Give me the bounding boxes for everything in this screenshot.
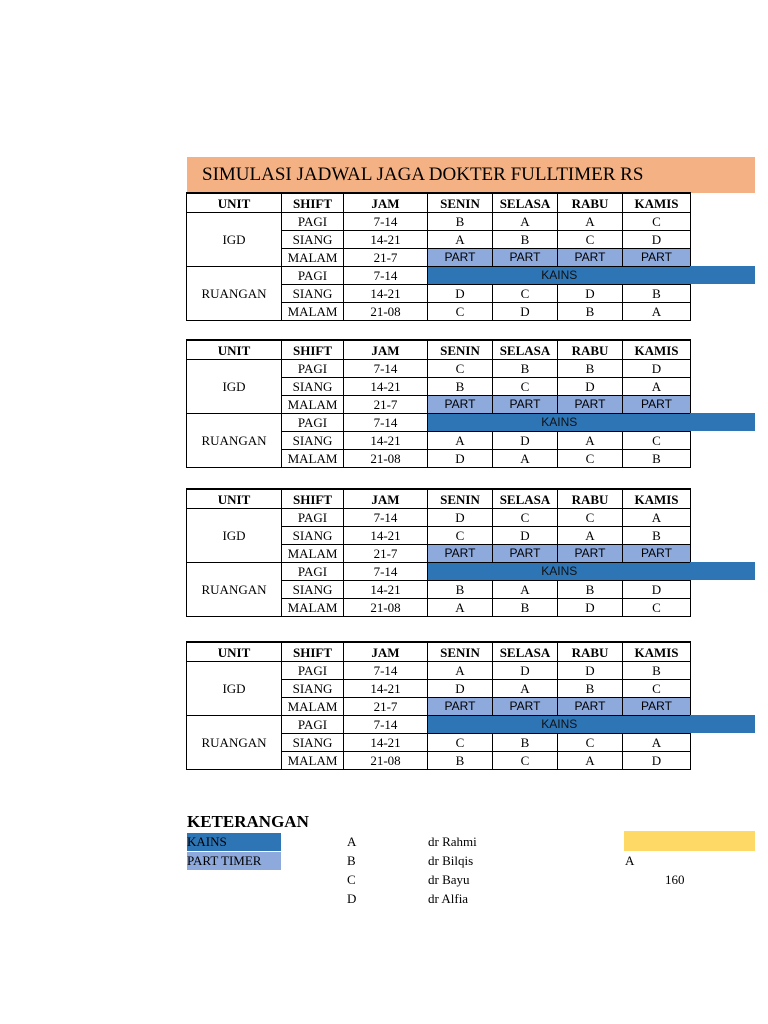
header-cell: SENIN xyxy=(428,642,493,662)
part-cell: PART xyxy=(558,396,623,414)
schedule-cell: C xyxy=(558,231,623,249)
schedule-table xyxy=(186,339,690,468)
shift-cell: SIANG xyxy=(282,285,344,303)
schedule-cell: A xyxy=(623,303,691,321)
schedule-cell: B xyxy=(493,231,558,249)
header-cell: SELASA xyxy=(493,489,558,509)
part-cell: PART xyxy=(623,545,691,563)
header-cell: RABU xyxy=(558,642,623,662)
doctor-code-a: A xyxy=(347,834,357,849)
schedule-cell: A xyxy=(623,378,691,396)
header-cell: SHIFT xyxy=(282,489,344,509)
kains-band-extension xyxy=(690,413,755,431)
schedule-cell: C xyxy=(558,450,623,468)
schedule-cell: B xyxy=(493,360,558,378)
schedule-cell: A xyxy=(493,450,558,468)
schedule-cell: B xyxy=(428,378,493,396)
part-cell: PART xyxy=(623,249,691,267)
shift-cell: SIANG xyxy=(282,432,344,450)
jam-cell: 21-7 xyxy=(344,698,428,716)
shift-cell: PAGI xyxy=(282,563,344,581)
schedule-cell: C xyxy=(623,213,691,231)
shift-cell: SIANG xyxy=(282,527,344,545)
schedule-cell: C xyxy=(428,734,493,752)
jam-cell: 7-14 xyxy=(344,716,428,734)
header-cell: KAMIS xyxy=(623,489,691,509)
schedule-cell: A xyxy=(428,231,493,249)
shift-cell: MALAM xyxy=(282,752,344,770)
kains-cell: KAINS xyxy=(428,563,691,581)
schedule-cell: A xyxy=(623,734,691,752)
schedule-table xyxy=(186,488,690,617)
schedule-cell: C xyxy=(493,752,558,770)
header-cell: JAM xyxy=(344,340,428,360)
kains-cell: KAINS xyxy=(428,716,691,734)
schedule-cell: D xyxy=(558,662,623,680)
table-row xyxy=(187,414,691,432)
schedule-cell: B xyxy=(493,599,558,617)
schedule-cell: D xyxy=(428,285,493,303)
header-cell: KAMIS xyxy=(623,193,691,213)
schedule-cell: B xyxy=(428,581,493,599)
part-cell: PART xyxy=(623,396,691,414)
schedule-cell: A xyxy=(558,432,623,450)
schedule-cell: C xyxy=(428,527,493,545)
schedule-cell: C xyxy=(623,599,691,617)
header-row xyxy=(187,642,691,662)
header-cell: RABU xyxy=(558,193,623,213)
extra-letter: A xyxy=(625,853,635,868)
schedule-cell: A xyxy=(493,680,558,698)
schedule-cell: C xyxy=(493,509,558,527)
header-cell: JAM xyxy=(344,193,428,213)
unit-cell: RUANGAN xyxy=(187,563,282,617)
kains-band-extension xyxy=(690,562,755,580)
shift-cell: MALAM xyxy=(282,450,344,468)
jam-cell: 21-08 xyxy=(344,450,428,468)
shift-cell: SIANG xyxy=(282,680,344,698)
jam-cell: 14-21 xyxy=(344,231,428,249)
jam-cell: 14-21 xyxy=(344,378,428,396)
shift-cell: PAGI xyxy=(282,414,344,432)
unit-cell: IGD xyxy=(187,509,282,563)
doctor-code-b: B xyxy=(347,853,356,868)
schedule-cell: A xyxy=(558,752,623,770)
schedule-cell: A xyxy=(428,599,493,617)
header-cell: SENIN xyxy=(428,340,493,360)
schedule-table xyxy=(186,192,690,321)
doctor-name-a: dr Rahmi xyxy=(428,834,477,849)
schedule-cell: A xyxy=(558,527,623,545)
unit-cell: RUANGAN xyxy=(187,414,282,468)
doctor-code-d: D xyxy=(347,891,357,906)
header-cell: KAMIS xyxy=(623,340,691,360)
header-cell: SELASA xyxy=(493,340,558,360)
shift-cell: MALAM xyxy=(282,599,344,617)
part-cell: PART xyxy=(493,698,558,716)
schedule-cell: D xyxy=(493,527,558,545)
part-cell: PART xyxy=(558,249,623,267)
schedule-cell: B xyxy=(558,303,623,321)
jam-cell: 14-21 xyxy=(344,285,428,303)
doctor-name-c: dr Bayu xyxy=(428,872,470,887)
kains-band-extension xyxy=(690,715,755,733)
schedule-cell: D xyxy=(428,509,493,527)
header-cell: SHIFT xyxy=(282,193,344,213)
header-cell: RABU xyxy=(558,489,623,509)
jam-cell: 21-08 xyxy=(344,599,428,617)
shift-cell: SIANG xyxy=(282,734,344,752)
schedule-cell: A xyxy=(428,432,493,450)
schedule-cell: D xyxy=(623,752,691,770)
schedule-cell: C xyxy=(493,378,558,396)
part-cell: PART xyxy=(623,698,691,716)
keterangan-title: KETERANGAN xyxy=(187,812,309,831)
schedule-cell: D xyxy=(558,599,623,617)
header-cell: JAM xyxy=(344,489,428,509)
schedule-cell: B xyxy=(623,285,691,303)
legend-part-timer: PART TIMER xyxy=(187,852,281,870)
doctor-code-c: C xyxy=(347,872,356,887)
schedule-cell: B xyxy=(493,734,558,752)
table-row xyxy=(187,509,691,527)
jam-cell: 7-14 xyxy=(344,509,428,527)
header-cell: SELASA xyxy=(493,193,558,213)
unit-cell: RUANGAN xyxy=(187,267,282,321)
jam-cell: 14-21 xyxy=(344,680,428,698)
schedule-cell: B xyxy=(623,662,691,680)
legend-kains: KAINS xyxy=(187,833,281,851)
header-cell: SENIN xyxy=(428,193,493,213)
shift-cell: MALAM xyxy=(282,545,344,563)
header-cell: SELASA xyxy=(493,642,558,662)
jam-cell: 21-7 xyxy=(344,249,428,267)
schedule-cell: C xyxy=(623,432,691,450)
header-row xyxy=(187,340,691,360)
shift-cell: PAGI xyxy=(282,360,344,378)
header-row xyxy=(187,489,691,509)
schedule-cell: A xyxy=(558,213,623,231)
table-row xyxy=(187,267,691,285)
part-cell: PART xyxy=(428,396,493,414)
part-cell: PART xyxy=(428,545,493,563)
header-cell: UNIT xyxy=(187,193,282,213)
schedule-cell: B xyxy=(558,581,623,599)
schedule-cell: A xyxy=(493,213,558,231)
schedule-table xyxy=(186,641,690,770)
schedule-cell: C xyxy=(428,303,493,321)
kains-cell: KAINS xyxy=(428,267,691,285)
header-cell: UNIT xyxy=(187,340,282,360)
jam-cell: 7-14 xyxy=(344,267,428,285)
jam-cell: 7-14 xyxy=(344,360,428,378)
header-cell: SHIFT xyxy=(282,340,344,360)
shift-cell: MALAM xyxy=(282,249,344,267)
part-cell: PART xyxy=(428,698,493,716)
jam-cell: 14-21 xyxy=(344,581,428,599)
schedule-cell: B xyxy=(558,360,623,378)
table-row xyxy=(187,716,691,734)
part-cell: PART xyxy=(493,396,558,414)
unit-cell: IGD xyxy=(187,662,282,716)
schedule-cell: D xyxy=(623,231,691,249)
schedule-cell: B xyxy=(558,680,623,698)
shift-cell: MALAM xyxy=(282,396,344,414)
schedule-cell: D xyxy=(558,378,623,396)
table-row xyxy=(187,563,691,581)
jam-cell: 21-08 xyxy=(344,303,428,321)
shift-cell: SIANG xyxy=(282,378,344,396)
jam-cell: 21-7 xyxy=(344,396,428,414)
doctor-name-b: dr Bilqis xyxy=(428,853,474,868)
schedule-cell: C xyxy=(428,360,493,378)
header-cell: SENIN xyxy=(428,489,493,509)
jam-cell: 14-21 xyxy=(344,734,428,752)
shift-cell: PAGI xyxy=(282,267,344,285)
jam-cell: 21-08 xyxy=(344,752,428,770)
schedule-cell: A xyxy=(493,581,558,599)
unit-cell: RUANGAN xyxy=(187,716,282,770)
schedule-cell: D xyxy=(493,432,558,450)
kains-band-extension xyxy=(690,266,755,284)
schedule-cell: D xyxy=(493,303,558,321)
part-cell: PART xyxy=(558,698,623,716)
part-cell: PART xyxy=(493,545,558,563)
shift-cell: PAGI xyxy=(282,213,344,231)
header-cell: SHIFT xyxy=(282,642,344,662)
jam-cell: 7-14 xyxy=(344,662,428,680)
schedule-cell: D xyxy=(623,581,691,599)
shift-cell: SIANG xyxy=(282,581,344,599)
jam-cell: 7-14 xyxy=(344,213,428,231)
schedule-cell: B xyxy=(623,527,691,545)
shift-cell: SIANG xyxy=(282,231,344,249)
schedule-cell: D xyxy=(428,680,493,698)
schedule-cell: A xyxy=(428,662,493,680)
schedule-cell: D xyxy=(558,285,623,303)
jam-cell: 21-7 xyxy=(344,545,428,563)
shift-cell: MALAM xyxy=(282,698,344,716)
schedule-cell: A xyxy=(623,509,691,527)
jam-cell: 14-21 xyxy=(344,432,428,450)
schedule-cell: B xyxy=(428,213,493,231)
highlight-cell xyxy=(624,831,755,851)
table-row xyxy=(187,213,691,231)
jam-cell: 14-21 xyxy=(344,527,428,545)
schedule-cell: B xyxy=(428,752,493,770)
doctor-name-d: dr Alfia xyxy=(428,891,469,906)
schedule-cell: C xyxy=(558,734,623,752)
unit-cell: IGD xyxy=(187,213,282,267)
header-cell: KAMIS xyxy=(623,642,691,662)
schedule-cell: D xyxy=(623,360,691,378)
shift-cell: MALAM xyxy=(282,303,344,321)
table-row xyxy=(187,662,691,680)
schedule-cell: D xyxy=(493,662,558,680)
part-cell: PART xyxy=(558,545,623,563)
schedule-cell: B xyxy=(623,450,691,468)
unit-cell: IGD xyxy=(187,360,282,414)
jam-cell: 7-14 xyxy=(344,414,428,432)
header-cell: JAM xyxy=(344,642,428,662)
schedule-cell: C xyxy=(558,509,623,527)
header-row xyxy=(187,193,691,213)
part-cell: PART xyxy=(428,249,493,267)
shift-cell: PAGI xyxy=(282,509,344,527)
header-cell: RABU xyxy=(558,340,623,360)
jam-cell: 7-14 xyxy=(344,563,428,581)
page-title: SIMULASI JADWAL JAGA DOKTER FULLTIMER RS xyxy=(187,157,755,193)
shift-cell: PAGI xyxy=(282,662,344,680)
header-cell: UNIT xyxy=(187,489,282,509)
schedule-cell: D xyxy=(428,450,493,468)
kains-cell: KAINS xyxy=(428,414,691,432)
shift-cell: PAGI xyxy=(282,716,344,734)
extra-number: 160 xyxy=(665,872,685,887)
schedule-cell: C xyxy=(623,680,691,698)
header-cell: UNIT xyxy=(187,642,282,662)
part-cell: PART xyxy=(493,249,558,267)
table-row xyxy=(187,360,691,378)
schedule-cell: C xyxy=(493,285,558,303)
